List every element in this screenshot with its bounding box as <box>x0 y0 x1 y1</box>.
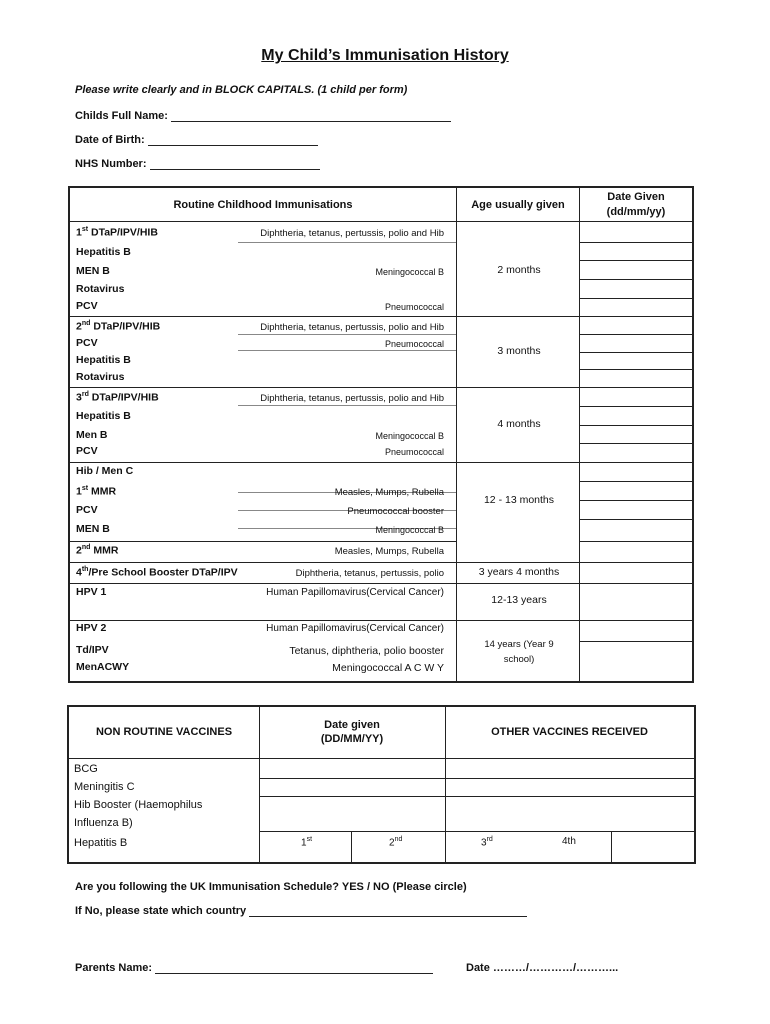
vaccine-name: Hib / Men C <box>76 465 134 477</box>
row-rule <box>259 796 694 797</box>
row-rule <box>259 778 694 779</box>
vaccine-description: Tetanus, diphtheria, polio booster <box>289 645 444 657</box>
dose-2nd[interactable]: 2nd <box>389 836 403 849</box>
age-rule <box>457 316 579 317</box>
date-given-cell[interactable] <box>580 242 692 243</box>
vaccine-description: Pneumococcal booster <box>347 506 444 517</box>
age-rule <box>457 583 579 584</box>
table-divider <box>579 188 580 681</box>
vaccine-description: Diphtheria, tetanus, pertussis, polio and Hib <box>260 228 444 239</box>
date-header-line2: (DD/MM/YY) <box>320 733 384 745</box>
non-routine-vaccines-table <box>67 705 696 864</box>
child-name-field[interactable] <box>75 110 451 122</box>
age-rule <box>457 462 579 463</box>
age-3-years-4-months: 3 years 4 months <box>478 566 560 578</box>
date-given-cell[interactable] <box>580 462 692 463</box>
dose-1st[interactable]: 1st <box>301 836 313 849</box>
non-routine-item: Influenza B) <box>74 817 133 829</box>
dob-line[interactable] <box>148 134 318 146</box>
header-date-line1: Date Given <box>607 191 665 203</box>
age-rule <box>457 562 579 563</box>
vaccine-name: MEN B <box>76 523 110 535</box>
dose-3rd[interactable]: 3rd <box>481 836 493 849</box>
vaccine-name: Hepatitis B <box>76 246 131 258</box>
age-rule <box>457 387 579 388</box>
vaccine-name: 1st DTaP/IPV/HIB <box>76 226 158 239</box>
vaccine-description: Meningococcal B <box>375 267 444 277</box>
nhs-number-line[interactable] <box>150 158 320 170</box>
vaccine-name: PCV <box>76 337 98 349</box>
date-given-cell[interactable] <box>580 541 692 542</box>
page-title: My Child’s Immunisation History <box>261 47 509 64</box>
date-given-cell[interactable] <box>580 334 692 335</box>
group-rule <box>70 462 456 463</box>
country-label: If No, please state which country <box>75 905 247 917</box>
vaccine-name: Td/IPV <box>76 644 109 656</box>
date-given-cell[interactable] <box>580 425 692 426</box>
vaccine-name: Hepatitis B <box>76 354 131 366</box>
date-given-cell[interactable] <box>580 620 692 621</box>
age-12-13-years: 12-13 years <box>491 594 547 606</box>
vaccine-name: 3rd DTaP/IPV/HIB <box>76 391 159 404</box>
date-given-cell[interactable] <box>580 562 692 563</box>
desc-rule <box>238 405 456 406</box>
group-rule <box>70 620 456 621</box>
vaccine-name: 1st MMR <box>76 485 117 498</box>
table-divider <box>456 188 457 681</box>
age-12-13-months: 12 - 13 months <box>483 494 555 506</box>
vaccine-description: Human Papillomavirus(Cervical Cancer) <box>266 623 444 634</box>
parents-name-label: Parents Name: <box>75 962 153 974</box>
date-given-cell[interactable] <box>580 481 692 482</box>
vaccine-description: Human Papillomavirus(Cervical Cancer) <box>266 587 444 598</box>
date-given-cell[interactable] <box>580 352 692 353</box>
dob-field[interactable] <box>75 134 318 146</box>
non-routine-item: Meningitis C <box>74 781 135 793</box>
vaccine-name: Men B <box>76 429 108 441</box>
vaccine-name: 2nd MMR <box>76 544 119 557</box>
header-non-routine: NON ROUTINE VACCINES <box>95 726 233 738</box>
date-header-line1: Date given <box>324 719 380 731</box>
group-rule <box>70 541 456 542</box>
vaccine-description: Pneumococcal <box>384 302 444 312</box>
desc-rule <box>238 334 456 335</box>
date-given-cell[interactable] <box>580 406 692 407</box>
group-rule <box>70 316 456 317</box>
vaccine-description: Pneumococcal <box>384 339 444 349</box>
instruction-text: Please write clearly and in BLOCK CAPITALS. (1 child per form) <box>75 84 408 96</box>
date-given-cell[interactable] <box>580 641 692 642</box>
vaccine-name: PCV <box>76 445 98 457</box>
table-divider <box>611 831 612 862</box>
row-rule <box>259 831 694 832</box>
age-2-months: 2 months <box>497 264 541 276</box>
vaccine-description: Meningococcal A C W Y <box>332 662 444 674</box>
age-3-months: 3 months <box>497 345 541 357</box>
nhs-number-label: NHS Number: <box>75 158 147 170</box>
vaccine-description: Pneumococcal <box>384 447 444 457</box>
date-given-cell[interactable] <box>580 583 692 584</box>
age-14-years-school: school) <box>503 654 535 665</box>
header-date-line2: (dd/mm/yy) <box>606 206 666 218</box>
group-rule <box>70 583 456 584</box>
age-4-months: 4 months <box>497 418 541 430</box>
vaccine-description: Diphtheria, tetanus, pertussis, polio <box>295 568 444 579</box>
group-rule <box>70 562 456 563</box>
vaccine-description: Meningococcal B <box>375 525 444 535</box>
vaccine-description: Measles, Mumps, Rubella <box>334 546 444 557</box>
vaccine-name: PCV <box>76 300 98 312</box>
header-date-given <box>580 191 692 218</box>
vaccine-name: Rotavirus <box>76 371 125 383</box>
group-rule <box>70 387 456 388</box>
vaccine-description: Measles, Mumps, Rubella <box>334 487 444 498</box>
vaccine-name: HPV 1 <box>76 586 107 598</box>
age-rule <box>457 620 579 621</box>
vaccine-name: MEN B <box>76 265 110 277</box>
date-given-cell[interactable] <box>580 500 692 501</box>
age-14-years: 14 years (Year 9 <box>484 639 554 650</box>
non-routine-item: Hib Booster (Haemophilus <box>74 799 203 811</box>
non-routine-item: Hepatitis B <box>74 837 128 849</box>
nhs-number-field[interactable] <box>75 158 320 170</box>
vaccine-name: Hepatitis B <box>76 410 131 422</box>
desc-rule <box>238 242 456 243</box>
date-given-cell[interactable] <box>580 369 692 370</box>
vaccine-name: HPV 2 <box>76 622 107 634</box>
schedule-question[interactable]: Are you following the UK Immunisation Schedule? YES / NO (Please circle) <box>75 881 467 893</box>
vaccine-description: Meningococcal B <box>375 431 444 441</box>
vaccine-name: MenACWY <box>76 661 130 673</box>
date-given-cell[interactable] <box>580 316 692 317</box>
country-field[interactable] <box>75 905 527 917</box>
header-routine: Routine Childhood Immunisations <box>173 199 353 211</box>
date-given-cell[interactable] <box>580 298 692 299</box>
desc-rule <box>238 350 456 351</box>
child-name-label: Childs Full Name: <box>75 110 168 122</box>
table-divider <box>351 831 352 862</box>
vaccine-name: 4th/Pre School Booster DTaP/IPV <box>76 566 238 579</box>
header-date-given <box>259 719 445 745</box>
non-routine-item: BCG <box>74 763 98 775</box>
dose-4th[interactable]: 4th <box>562 836 576 847</box>
vaccine-description: Diphtheria, tetanus, pertussis, polio and Hib <box>260 322 444 333</box>
date-given-cell[interactable] <box>580 443 692 444</box>
country-line[interactable] <box>249 905 527 917</box>
header-age: Age usually given <box>471 199 565 211</box>
date-field[interactable]: Date ………/…………/………... <box>466 962 619 974</box>
vaccine-name: Rotavirus <box>76 283 125 295</box>
parents-name-line[interactable] <box>155 962 433 974</box>
child-name-line[interactable] <box>171 110 451 122</box>
parents-name-field[interactable] <box>75 962 433 974</box>
header-other-vaccines: OTHER VACCINES RECEIVED <box>491 726 648 738</box>
header-rule <box>70 221 692 222</box>
vaccine-description: Diphtheria, tetanus, pertussis, polio and Hib <box>260 393 444 404</box>
vaccine-name: PCV <box>76 504 98 516</box>
date-given-cell[interactable] <box>580 279 692 280</box>
date-given-cell[interactable] <box>580 260 692 261</box>
vaccine-name: 2nd DTaP/IPV/HIB <box>76 320 161 333</box>
date-given-cell[interactable] <box>580 387 692 388</box>
routine-immunisations-table <box>68 186 694 683</box>
date-given-cell[interactable] <box>580 519 692 520</box>
dob-label: Date of Birth: <box>75 134 145 146</box>
header-rule <box>69 758 694 759</box>
